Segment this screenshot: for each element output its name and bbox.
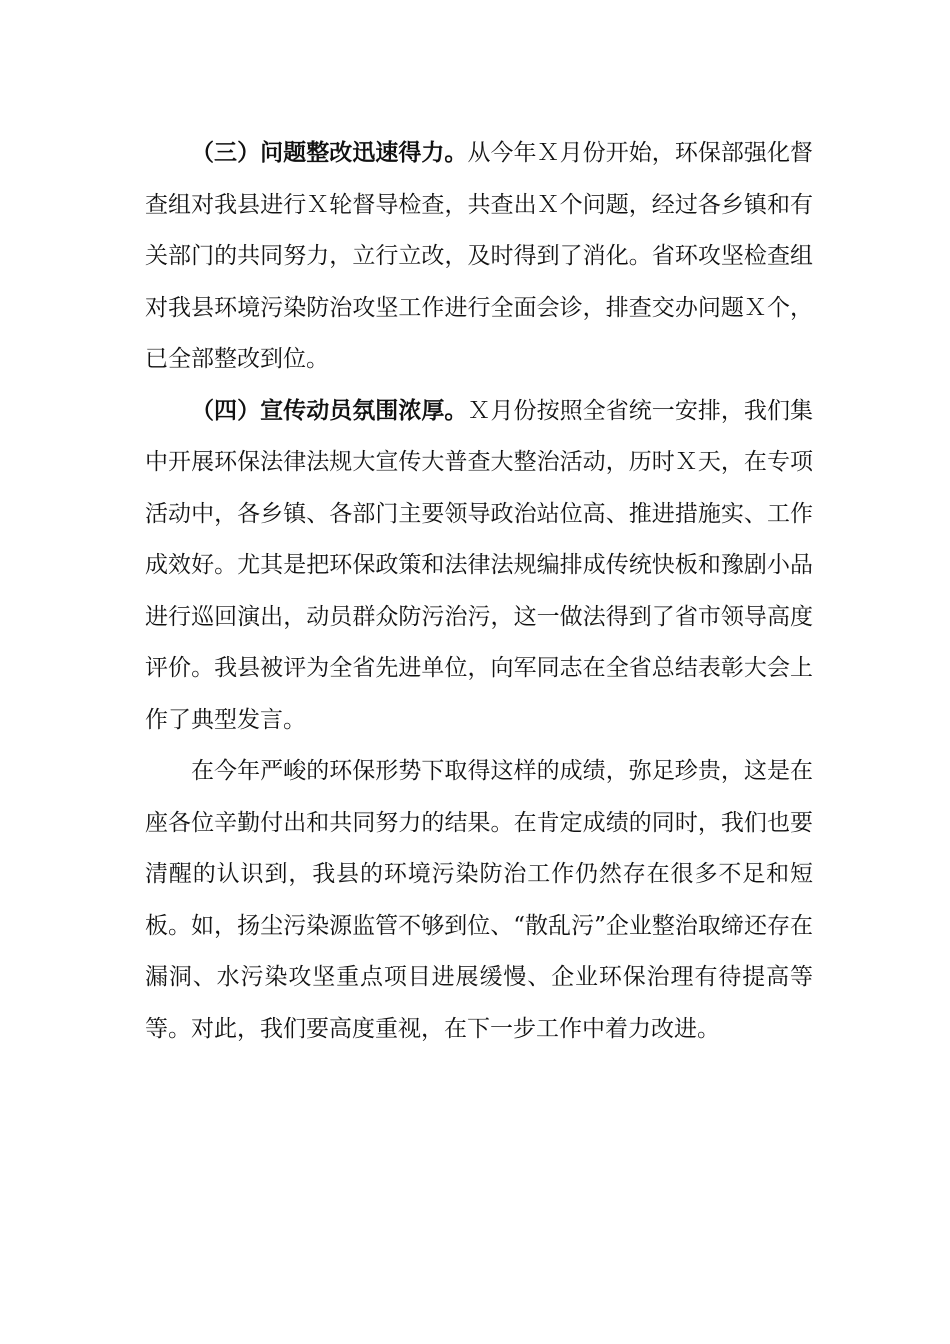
paragraph-text-summary: 在今年严峻的环保形势下取得这样的成绩，弥足珍贵，这是在座各位辛勤付出和共同努力的结果。在肯定成绩的同时，我们也要清醒的认识到，我县的环境污染防治工作仍然存在很多不足和短板。如，扬尘污染源监管不够到位、“散乱污”企业整治取缔还存在漏洞、水污染攻坚重点项目进展缓慢、企业环保治理有待提高等等。对此，我们要高度重视，在下一步工作中着力改进。	[145, 758, 813, 1042]
paragraph-text-rectification: 从今年Ｘ月份开始，环保部强化督查组对我县进行Ｘ轮督导检查，共查出Ｘ个问题，经过各乡镇和有关部门的共同努力，立行立改，及时得到了消化。省环攻坚检查组对我县环境污染防治攻坚工作进行全面会诊，排查交办问题Ｘ个，已全部整改到位。	[145, 140, 814, 372]
section-heading-publicity: （四）宣传动员氛围浓厚。	[191, 397, 468, 424]
paragraph-text-publicity: Ｘ月份按照全省统一安排，我们集中开展环保法律法规大宣传大普查大整治活动，历时Ｘ天，在专项活动中，各乡镇、各部门主要领导政治站位高、推进措施实、工作成效好。尤其是把环保政策和法律法规编排成传统快板和豫剧小品进行巡回演出，动员群众防污治污，这一做法得到了省市领导高度评价。我县被评为全省先进单位，向军同志在全省总结表彰大会上作了典型发言。	[145, 397, 814, 733]
paragraph-publicity	[145, 386, 813, 747]
paragraph-rectification	[145, 128, 813, 386]
paragraph-summary	[145, 746, 813, 1055]
section-heading-rectification: （三）问题整改迅速得力。	[191, 140, 468, 166]
document-body	[145, 128, 813, 1055]
